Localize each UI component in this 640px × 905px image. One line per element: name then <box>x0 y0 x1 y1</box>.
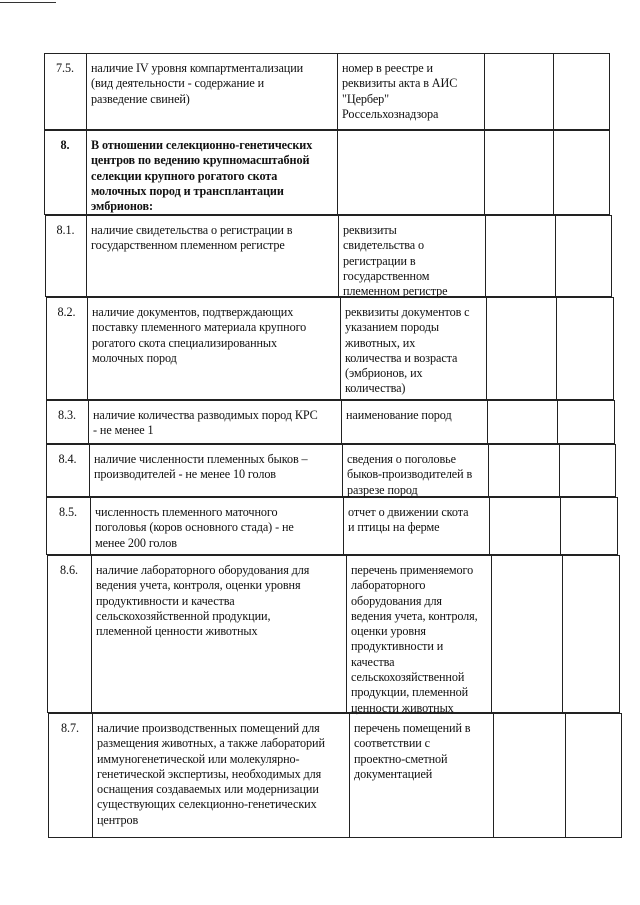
empty-cell <box>557 400 615 444</box>
empty-cell <box>487 400 558 444</box>
empty-cell <box>553 53 610 130</box>
table-row <box>46 444 615 497</box>
criterion-text: наличие количества разводимых пород КРС - не менее 1 <box>93 408 318 438</box>
criterion-text: численность племенного маточного поголовья (коров основного стада) - не менее 200 голов <box>95 505 294 550</box>
table-row <box>44 53 609 130</box>
empty-cell <box>489 497 561 555</box>
empty-cell <box>559 444 616 497</box>
top-rule <box>0 2 56 3</box>
criterion-text: наличие лабораторного оборудования для ведения учета, контроля, оценки уровня продуктивности и качества сельскохозяйственной продукции, племенной ценности животных <box>96 563 310 639</box>
empty-cell <box>556 297 614 400</box>
item-number: 8.1. <box>56 223 75 237</box>
item-number: 8.3. <box>58 408 76 422</box>
table-row <box>47 555 619 713</box>
empty-cell <box>491 555 563 713</box>
empty-cell <box>485 215 556 297</box>
empty-cell <box>493 713 566 838</box>
item-number: 7.5. <box>56 61 74 75</box>
item-number: 8.4. <box>58 452 77 466</box>
table-row <box>46 297 613 400</box>
empty-cell <box>553 130 610 215</box>
document-text: реквизиты документов с указанием породы животных, их количества и возраста (эмбрионов, их количества) <box>345 305 470 396</box>
item-number: 8. <box>60 138 70 152</box>
criterion-text: наличие IV уровня компартментализации (вид деятельности - содержание и разведение свиней) <box>91 61 304 106</box>
criterion-text: наличие документов, подтверждающих поставку племенного материала крупного рогатого скота специализированных молочных пород <box>92 305 307 365</box>
criterion-text: наличие численности племенных быков – производителей - не менее 10 голов <box>94 452 308 482</box>
item-number: 8.2. <box>57 305 76 319</box>
document-text: сведения о поголовье быков-производителей в разрезе пород <box>347 452 473 497</box>
table-row <box>48 713 621 838</box>
number-cell <box>47 555 92 713</box>
empty-cell <box>484 130 554 215</box>
document-text: реквизиты свидетельства о регистрации в государственном племенном регистре <box>343 223 448 299</box>
table-row <box>44 130 609 215</box>
empty-cell <box>565 713 622 838</box>
table-row <box>46 400 614 444</box>
table-row <box>45 215 611 297</box>
item-number: 8.7. <box>61 721 79 735</box>
table-row <box>46 497 617 555</box>
criterion-text: наличие свидетельства о регистрации в государственном племенном регистре <box>91 223 293 253</box>
empty-cell <box>562 555 620 713</box>
document-cell <box>337 130 485 215</box>
criterion-text: В отношении селекционно-генетических центров по ведению крупномасштабной селекции крупного рогатого скота молочных пород и трансплантации эмбрионов: <box>91 138 313 214</box>
item-number: 8.5. <box>59 505 77 519</box>
empty-cell <box>488 444 560 497</box>
document-text: наименование пород <box>346 408 452 422</box>
document-text: перечень применяемого лабораторного оборудования для ведения учета, контроля, оценки уровня продуктивности и качества сельскохозяйственной продукции, племенной ценности животных <box>351 563 478 715</box>
document-text: номер в реестре и реквизиты акта в АИС "Цербер" Россельхознадзора <box>342 61 458 121</box>
item-number: 8.6. <box>60 563 78 577</box>
empty-cell <box>560 497 618 555</box>
empty-cell <box>555 215 612 297</box>
document-text: перечень помещений в соответствии с проектно-сметной документацией <box>354 721 471 781</box>
document-text: отчет о движении скота и птицы на ферме <box>348 505 469 535</box>
empty-cell <box>484 53 554 130</box>
empty-cell <box>486 297 557 400</box>
criterion-text: наличие производственных помещений для размещения животных, а также лабораторий иммуногенетической или молекулярно- генетической экспертизы, необходимых для оснащения создаваемых или модернизации существующих селекционно-генетических центров <box>97 721 325 827</box>
